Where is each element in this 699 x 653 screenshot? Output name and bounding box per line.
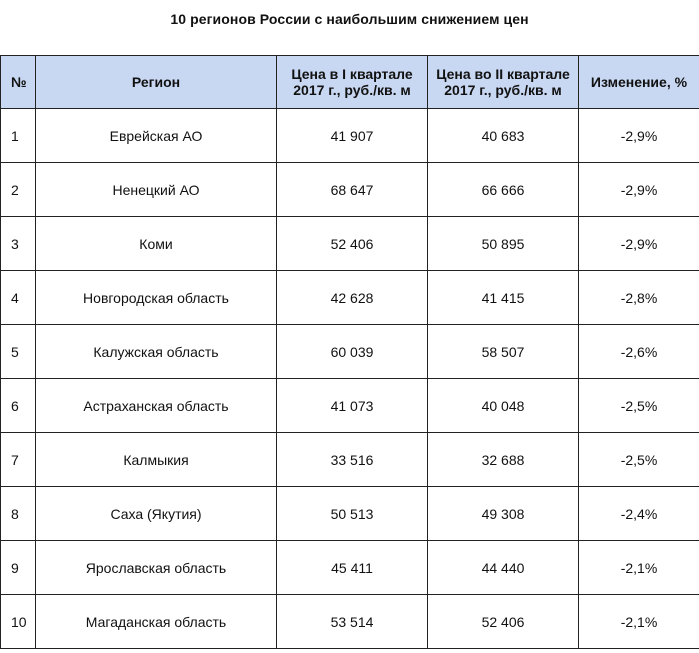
row-price-q1: 53 514 <box>277 595 428 649</box>
table-row <box>1 271 699 325</box>
row-price-q2: 40 048 <box>428 379 579 433</box>
row-price-q1: 41 907 <box>277 109 428 163</box>
table-row <box>1 163 699 217</box>
table-row <box>1 379 699 433</box>
row-number: 4 <box>1 271 36 325</box>
row-region: Саха (Якутия) <box>36 487 277 541</box>
table-row <box>1 433 699 487</box>
row-price-q1: 50 513 <box>277 487 428 541</box>
row-change: -2,9% <box>579 217 699 271</box>
row-region: Магаданская область <box>36 595 277 649</box>
header-price-q1: Цена в I квартале 2017 г., руб./кв. м <box>277 56 428 109</box>
table-row <box>1 109 699 163</box>
row-change: -2,6% <box>579 325 699 379</box>
price-table <box>0 55 699 649</box>
row-number: 6 <box>1 379 36 433</box>
row-change: -2,4% <box>579 487 699 541</box>
row-price-q2: 66 666 <box>428 163 579 217</box>
row-price-q2: 50 895 <box>428 217 579 271</box>
row-price-q2: 44 440 <box>428 541 579 595</box>
table-row <box>1 541 699 595</box>
table-row <box>1 217 699 271</box>
row-price-q2: 32 688 <box>428 433 579 487</box>
row-change: -2,1% <box>579 541 699 595</box>
row-number: 5 <box>1 325 36 379</box>
row-change: -2,5% <box>579 379 699 433</box>
table-row <box>1 325 699 379</box>
row-number: 9 <box>1 541 36 595</box>
row-price-q2: 41 415 <box>428 271 579 325</box>
row-price-q2: 58 507 <box>428 325 579 379</box>
row-region: Ненецкий АО <box>36 163 277 217</box>
row-change: -2,5% <box>579 433 699 487</box>
row-price-q2: 40 683 <box>428 109 579 163</box>
row-price-q1: 42 628 <box>277 271 428 325</box>
row-number: 1 <box>1 109 36 163</box>
row-price-q1: 33 516 <box>277 433 428 487</box>
row-number: 2 <box>1 163 36 217</box>
row-region: Астраханская область <box>36 379 277 433</box>
header-change: Изменение, % <box>579 56 699 109</box>
row-region: Новгородская область <box>36 271 277 325</box>
table-title: 10 регионов России с наибольшим снижением цен <box>170 11 529 27</box>
table-row <box>1 487 699 541</box>
header-region: Регион <box>36 56 277 109</box>
row-region: Калмыкия <box>36 433 277 487</box>
row-number: 8 <box>1 487 36 541</box>
row-region: Ярославская область <box>36 541 277 595</box>
row-number: 10 <box>1 595 36 649</box>
header-price-q2: Цена во II квартале 2017 г., руб./кв. м <box>428 56 579 109</box>
header-row <box>1 56 699 109</box>
row-number: 3 <box>1 217 36 271</box>
row-price-q2: 52 406 <box>428 595 579 649</box>
row-price-q1: 52 406 <box>277 217 428 271</box>
row-price-q1: 68 647 <box>277 163 428 217</box>
row-change: -2,8% <box>579 271 699 325</box>
row-price-q1: 45 411 <box>277 541 428 595</box>
row-price-q1: 60 039 <box>277 325 428 379</box>
row-price-q1: 41 073 <box>277 379 428 433</box>
row-region: Еврейская АО <box>36 109 277 163</box>
row-region: Калужская область <box>36 325 277 379</box>
row-price-q2: 49 308 <box>428 487 579 541</box>
header-number: № <box>1 56 36 109</box>
row-change: -2,1% <box>579 595 699 649</box>
row-region: Коми <box>36 217 277 271</box>
row-change: -2,9% <box>579 163 699 217</box>
row-number: 7 <box>1 433 36 487</box>
table-row <box>1 595 699 649</box>
row-change: -2,9% <box>579 109 699 163</box>
